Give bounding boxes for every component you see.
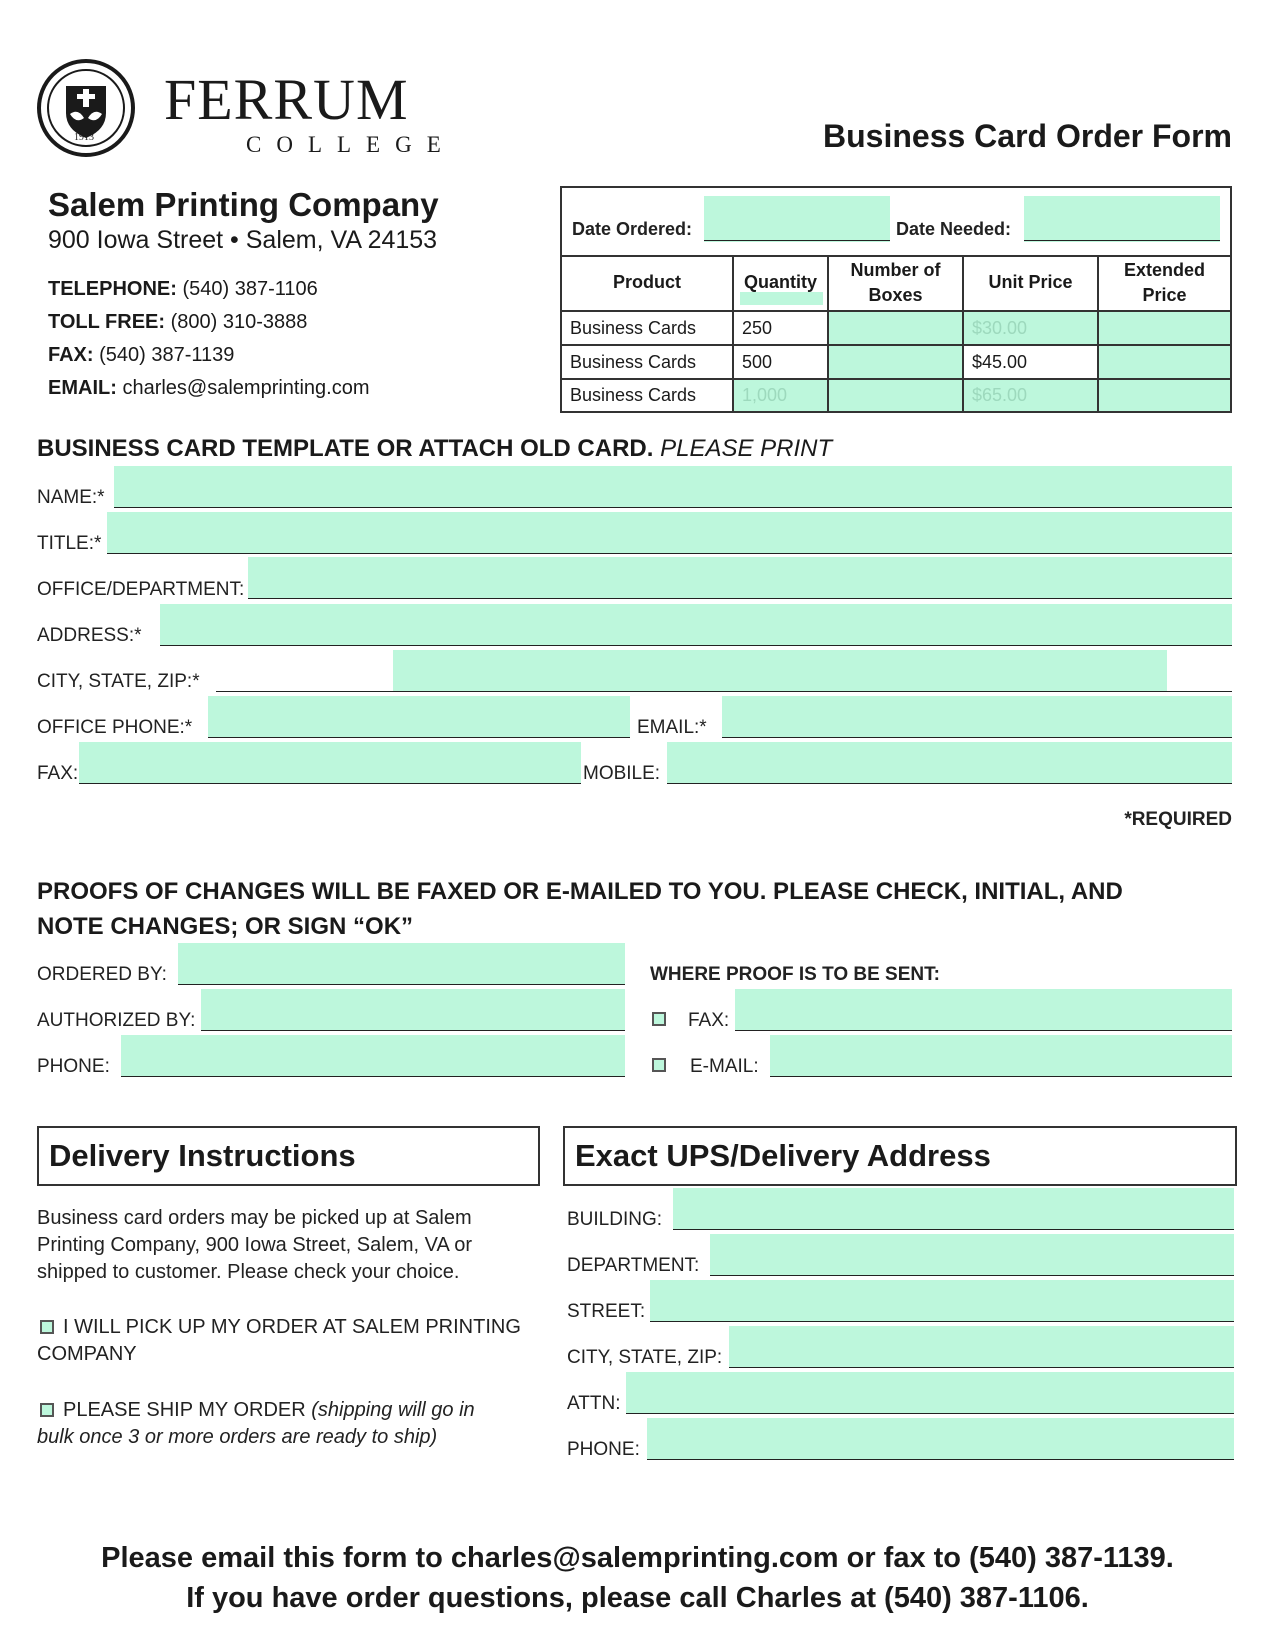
building-label: BUILDING:	[567, 1209, 663, 1230]
proof-email-checkbox[interactable]	[652, 1058, 666, 1072]
email-input[interactable]	[722, 696, 1232, 737]
ordered-by-label: ORDERED BY:	[37, 964, 167, 985]
row3-boxes-input[interactable]	[829, 380, 964, 411]
date-ordered-label: Date Ordered:	[572, 219, 693, 239]
city-input[interactable]	[393, 650, 1167, 691]
row2-unit-price: $45.00	[964, 346, 1099, 380]
office-phone-label: OFFICE PHONE:*	[37, 717, 193, 738]
row1-boxes-input[interactable]	[829, 312, 964, 346]
authorized-by-input[interactable]	[201, 989, 625, 1030]
header-extended-price: Extended Price	[1099, 255, 1230, 312]
ferrum-college-logo	[36, 48, 456, 168]
ship-option: PLEASE SHIP MY ORDER (shipping will go in bulk once 3 or more orders are ready to ship)	[37, 1399, 475, 1448]
row1-extended-input[interactable]	[1099, 312, 1230, 346]
title-input[interactable]	[107, 512, 1232, 553]
date-ordered-input[interactable]	[704, 196, 890, 242]
ups-city-input[interactable]	[729, 1326, 1234, 1367]
row1-quantity: 250	[734, 312, 829, 346]
row2-product: Business Cards	[562, 346, 734, 380]
row3-quantity: 1,000	[734, 380, 829, 411]
logo-subtitle: COLLEGE	[246, 132, 456, 157]
pickup-option: I WILL PICK UP MY ORDER AT SALEM PRINTING COMPANY	[37, 1316, 521, 1365]
proof-email-label: E-MAIL:	[690, 1056, 759, 1077]
ups-city-label: CITY, STATE, ZIP:	[567, 1347, 723, 1368]
row3-product: Business Cards	[562, 380, 734, 411]
proof-fax-checkbox[interactable]	[652, 1012, 666, 1026]
required-note: *REQUIRED	[1124, 809, 1232, 830]
footer-email-instruction: Please email this form to charles@salemprinting.com or fax to (540) 387-1139.	[101, 1542, 1174, 1574]
date-needed-input[interactable]	[1024, 196, 1220, 242]
row3-extended-input[interactable]	[1099, 380, 1230, 411]
header-product: Product	[562, 255, 734, 312]
delivery-paragraph: Business card orders may be picked up at Salem Printing Company, 900 Iowa Street, Salem, VA or shipped to customer. Please check your choice.	[37, 1207, 473, 1283]
address-label: ADDRESS:*	[37, 625, 142, 646]
proof-phone-label: PHONE:	[37, 1056, 110, 1077]
company-name: Salem Printing Company	[48, 186, 439, 223]
fax-label: FAX:	[37, 763, 79, 784]
name-input[interactable]	[114, 466, 1232, 507]
proof-email-input[interactable]	[770, 1035, 1232, 1076]
attn-input[interactable]	[626, 1372, 1234, 1413]
date-needed-label: Date Needed:	[896, 219, 1012, 239]
building-input[interactable]	[673, 1188, 1234, 1229]
where-proof-label: WHERE PROOF IS TO BE SENT:	[650, 964, 940, 985]
logo-wordmark: FERRUM	[164, 67, 409, 132]
college-seal-icon	[36, 58, 136, 158]
delivery-instructions-header: Delivery Instructions	[37, 1126, 540, 1186]
footer-questions-instruction: If you have order questions, please call Charles at (540) 387-1106.	[186, 1582, 1089, 1614]
email-label: EMAIL:*	[637, 717, 707, 738]
address-input[interactable]	[160, 604, 1232, 645]
office-phone-input[interactable]	[208, 696, 630, 737]
proof-phone-input[interactable]	[121, 1035, 625, 1076]
template-heading: BUSINESS CARD TEMPLATE OR ATTACH OLD CARD. PLEASE PRINT	[37, 435, 833, 462]
ups-phone-label: PHONE:	[567, 1439, 640, 1460]
department-label: DEPARTMENT:	[567, 1255, 700, 1276]
row2-extended-input[interactable]	[1099, 346, 1230, 380]
city-label: CITY, STATE, ZIP:*	[37, 671, 200, 692]
header-unit-price: Unit Price	[964, 255, 1099, 312]
company-tollfree: TOLL FREE: (800) 310-3888	[48, 311, 308, 333]
row3-unit-price: $65.00	[964, 380, 1099, 411]
header-quantity: Quantity	[734, 255, 829, 312]
authorized-by-label: AUTHORIZED BY:	[37, 1010, 196, 1031]
mobile-input[interactable]	[667, 742, 1232, 783]
quantity-header-highlight	[740, 292, 823, 305]
attn-label: ATTN:	[567, 1393, 621, 1414]
row1-unit-price: $30.00	[964, 312, 1099, 346]
proof-fax-input[interactable]	[735, 989, 1232, 1030]
street-input[interactable]	[650, 1280, 1234, 1321]
department-input[interactable]	[710, 1234, 1234, 1275]
ups-phone-input[interactable]	[647, 1418, 1234, 1459]
title-label: TITLE:*	[37, 533, 102, 554]
ups-address-header: Exact UPS/Delivery Address	[563, 1126, 1237, 1186]
proofs-heading-line1: PROOFS OF CHANGES WILL BE FAXED OR E-MAILED TO YOU. PLEASE CHECK, INITIAL, AND	[37, 878, 1123, 905]
row2-boxes-input[interactable]	[829, 346, 964, 380]
office-label: OFFICE/DEPARTMENT:	[37, 579, 245, 600]
ordered-by-input[interactable]	[178, 943, 625, 984]
name-label: NAME:*	[37, 487, 105, 508]
form-title: Business Card Order Form	[823, 118, 1232, 154]
street-label: STREET:	[567, 1301, 646, 1322]
proof-fax-label: FAX:	[688, 1010, 730, 1031]
company-email: EMAIL: charles@salemprinting.com	[48, 377, 370, 399]
header-boxes: Number of Boxes	[829, 255, 964, 312]
order-dates-row	[562, 188, 1230, 257]
company-telephone: TELEPHONE: (540) 387-1106	[48, 278, 318, 300]
row2-quantity: 500	[734, 346, 829, 380]
fax-input[interactable]	[79, 742, 581, 783]
order-table	[560, 186, 1232, 413]
company-fax: FAX: (540) 387-1139	[48, 344, 235, 366]
seal-year: 1913	[74, 132, 94, 143]
office-input[interactable]	[248, 557, 1232, 598]
row1-product: Business Cards	[562, 312, 734, 346]
mobile-label: MOBILE:	[583, 763, 661, 784]
proofs-heading-line2: NOTE CHANGES; OR SIGN “OK”	[37, 913, 414, 940]
company-address: 900 Iowa Street • Salem, VA 24153	[48, 226, 438, 254]
